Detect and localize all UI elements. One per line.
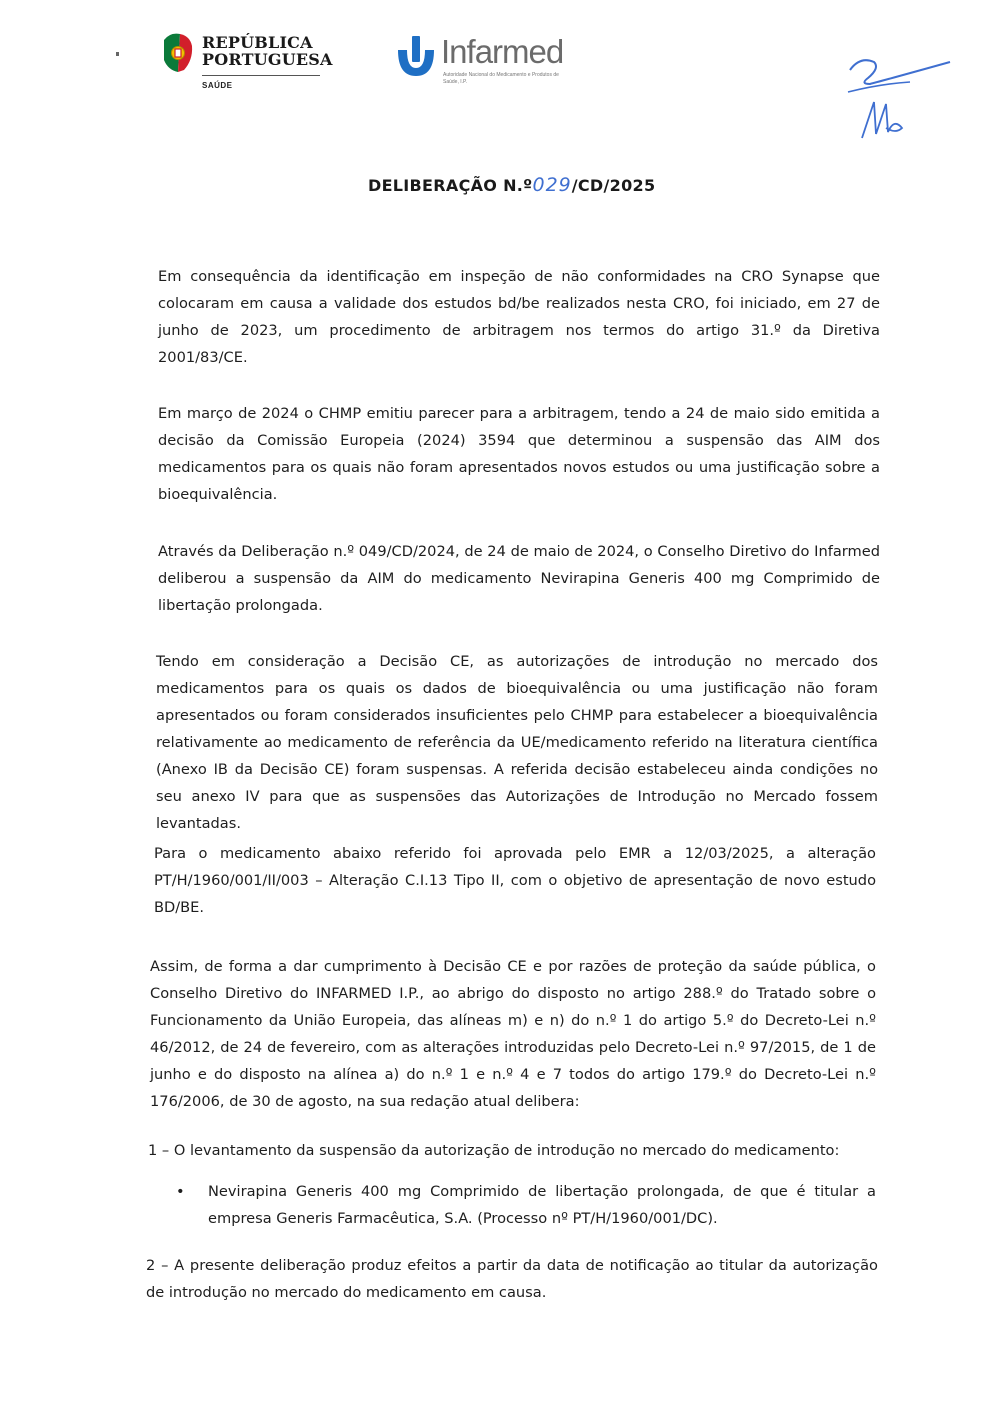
medicine-entry: Nevirapina Generis 400 mg Comprimido de libertação prolongada, de que é titular a empresa Generis Farmacêutica, S.A. (Processo nº PT/H/1960/001/DC). [208, 1183, 876, 1227]
infarmed-mark-icon [395, 32, 437, 80]
republica-portuguesa-logo [160, 30, 333, 96]
paragraph-legal-basis: Assim, de forma a dar cumprimento à Decisão CE e por razões de proteção da saúde pública, o Conselho Diretivo do INFARMED I.P., ao abrigo do disposto no artigo 288.º do Tratado sobre o Funcionamento da União Europeia, das alíneas m) e n) do n.º 1 do artigo 5.º do Decreto-Lei n.º 46/2012, de 24 de fevereiro, com as alterações introduzidas pelo Decreto-Lei n.º 97/2015, de 1 de junho e do disposto na alínea a) do n.º 1 e n.º 4 e 7 todos do artigo 179.º do Decreto-Lei n.º 176/2006, de 30 de agosto, na sua redação atual delibera: [150, 958, 876, 1110]
decision-item-2: 2 – A presente deliberação produz efeitos a partir da data de notificação ao titular da autorização de introdução no mercado do medicamento em causa. [146, 1257, 878, 1301]
infarmed-logo [395, 30, 585, 100]
paragraph-ec-decision: Tendo em consideração a Decisão CE, as autorizações de introdução no mercado dos medicamentos para os quais os dados de bioequivalência ou uma justificação não foram apresentados ou foram considerados insuficientes pelo CHMP para estabelecer a bioequivalência relativamente ao medicamento de referência da UE/medicamento referido na literatura científica (Anexo IB da Decisão CE) foram suspensas. A referida decisão estabeleceu ainda condições no seu anexo IV para que as suspensões das Autorizações de Introdução no Mercado fossem levantadas. [156, 653, 878, 832]
republica-line2: PORTUGUESA [202, 50, 333, 69]
paragraph-previous-deliberation: Através da Deliberação n.º 049/CD/2024, de 24 de maio de 2024, o Conselho Diretivo do Infarmed deliberou a suspensão da AIM do medicamento Nevirapina Generis 400 mg Comprimido de libertação prolongada. [158, 543, 880, 614]
title-prefix: DELIBERAÇÃO N.º [368, 176, 533, 195]
handwritten-number: 029 [532, 174, 572, 196]
handwritten-signature-icon [840, 48, 960, 148]
decision-item-1: 1 – O levantamento da suspensão da autorização de introdução no mercado do medicamento: [148, 1142, 840, 1159]
portugal-flag-icon [160, 30, 194, 76]
paragraph-variation-approval: Para o medicamento abaixo referido foi aprovada pelo EMR a 12/03/2025, a alteração PT/H/1960/001/II/003 – Alteração C.I.13 Tipo II, com o objetivo de apresentação de novo estudo BD/BE. [154, 845, 876, 916]
infarmed-wordmark: Infarmed [441, 33, 564, 70]
republica-line1: REPÚBLICA [202, 33, 313, 52]
republica-subtitle: SAÚDE [202, 81, 233, 90]
scan-speck [116, 52, 119, 56]
paragraph-chmp-opinion: Em março de 2024 o CHMP emitiu parecer para a arbitragem, tendo a 24 de maio sido emitida a decisão da Comissão Europeia (2024) 3594 que determinou a suspensão das AIM dos medicamentos para os quais não foram apresentados novos estudos ou uma justificação sobre a bioequivalência. [158, 405, 880, 503]
logo-divider [202, 75, 320, 76]
title-suffix: /CD/2025 [571, 176, 656, 195]
bullet-icon: • [176, 1183, 185, 1200]
infarmed-subtitle: Autoridade Nacional do Medicamento e Produtos de Saúde, I.P. [443, 72, 559, 85]
paragraph-arbitration: Em consequência da identificação em inspeção de não conformidades na CRO Synapse que colocaram em causa a validade dos estudos bd/be realizados nesta CRO, foi iniciado, em 27 de junho de 2023, um procedimento de arbitragem nos termos do artigo 31.º da Diretiva 2001/83/CE. [158, 268, 880, 366]
document-title [368, 174, 655, 196]
